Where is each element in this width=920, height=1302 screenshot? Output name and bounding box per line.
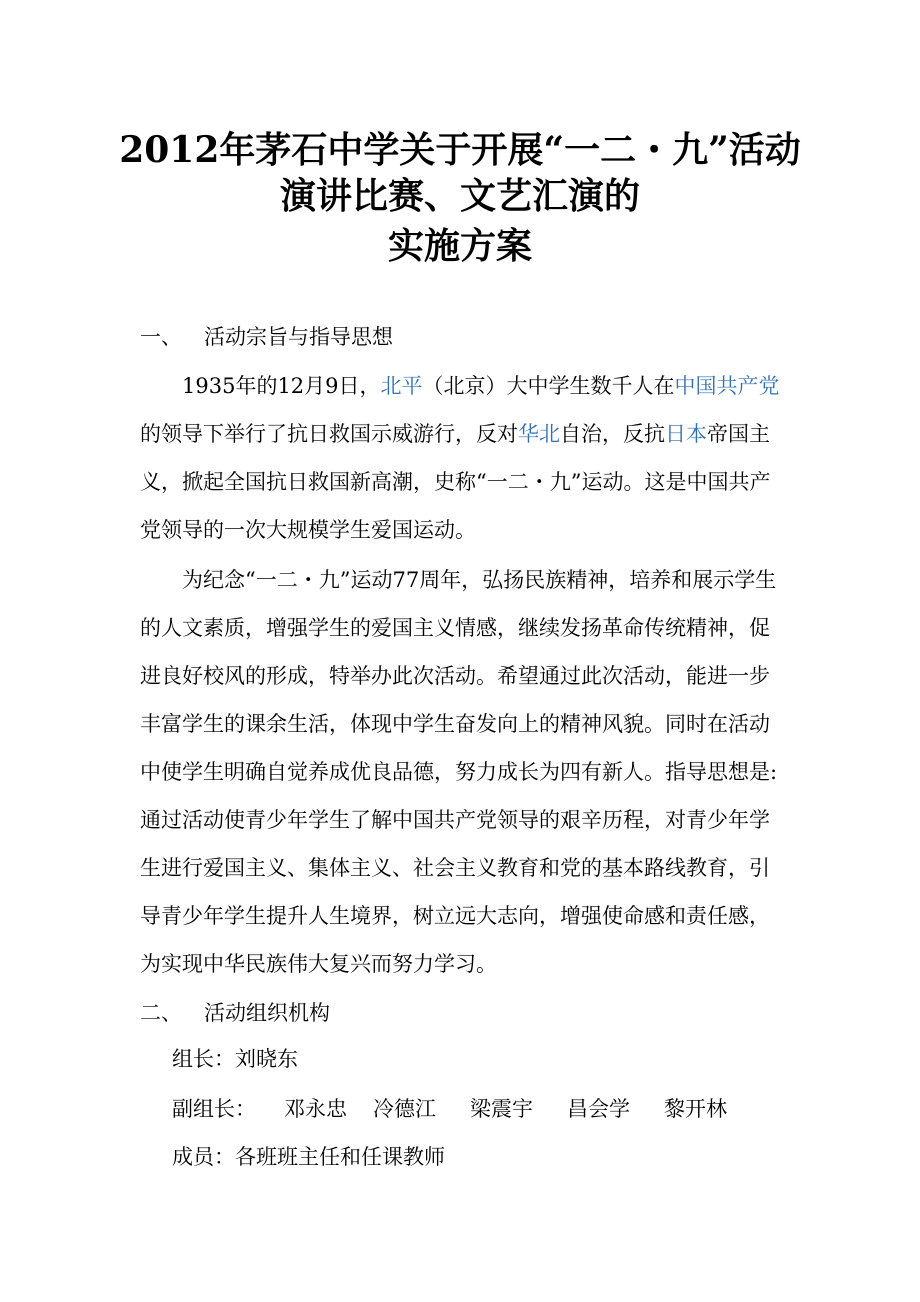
section-1-paragraph-2 [140, 556, 785, 988]
leader-line: 组长：刘晓东 [172, 1047, 298, 1071]
link-ccp[interactable]: 中国共产党 [674, 374, 780, 398]
section-2-heading [140, 998, 330, 1028]
p1-text-3: 的领导下举行了抗日救国示威游行，反对 [140, 422, 518, 446]
deputy-name: 邓永忠 [284, 1097, 347, 1121]
title-line-1: 2012年茅石中学关于开展“一二・九”活动 [119, 129, 801, 171]
deputy-label: 副组长： [172, 1097, 256, 1121]
link-huabei[interactable]: 华北 [518, 422, 560, 446]
section-1-heading [140, 322, 393, 352]
section-1-title: 活动宗旨与指导思想 [204, 325, 393, 349]
link-japan[interactable]: 日本 [665, 422, 707, 446]
deputy-name: 冷德江 [373, 1097, 436, 1121]
p2-text: 为纪念“一二・九”运动77周年，弘扬民族精神，培养和展示学生的人文素质，增强学生的爱国主义情感，继续发扬革命传统精神，促进良好校风的形成，特举办此次活动。希望通过此次活动，能进一步丰富学生的课余生活，体现中学生奋发向上的精神风貌。同时在活动中使学生明确自觉养成优良品德，努力成长为四有新人。指导思想是: 通过活动使青少年学生了解中国共产党领导的艰辛历程，对青少年学生进行爱国主义、集体主义、社会主义教育和党的基本路线教育，引导青少年学生提升人生境界，树立远大志向，增强使命感和责任感，为实现中华民族伟大复兴而努力学习。 [140, 568, 778, 976]
section-2-number: 二、 [140, 1001, 182, 1025]
p1-text-2: （北京）大中学生数千人在 [422, 374, 675, 398]
deputy-name: 昌会学 [567, 1097, 630, 1121]
members-line: 成员：各班班主任和任课教师 [172, 1145, 445, 1169]
deputy-name: 黎开林 [664, 1097, 727, 1121]
section-1-paragraph-1 [140, 362, 785, 554]
p1-text-1: 1935年的12月9日， [182, 374, 381, 398]
section-2-title: 活动组织机构 [204, 1001, 330, 1025]
p1-text-5: 帝国主义，掀起全国抗日救国新高潮，史称“一二・九”运动。这是中国共产党领导的一次大规模学生爱国运动。 [140, 422, 771, 542]
link-beiping[interactable]: 北平 [380, 374, 423, 398]
section-1-number: 一、 [140, 325, 182, 349]
deputy-name: 梁震宇 [470, 1097, 533, 1121]
title-line-2: 演讲比赛、文艺汇演的 [279, 175, 640, 217]
p1-text-4: 自治，反抗 [560, 422, 665, 446]
deputy-line [172, 1094, 727, 1124]
title-line-3: 实施方案 [387, 225, 532, 267]
